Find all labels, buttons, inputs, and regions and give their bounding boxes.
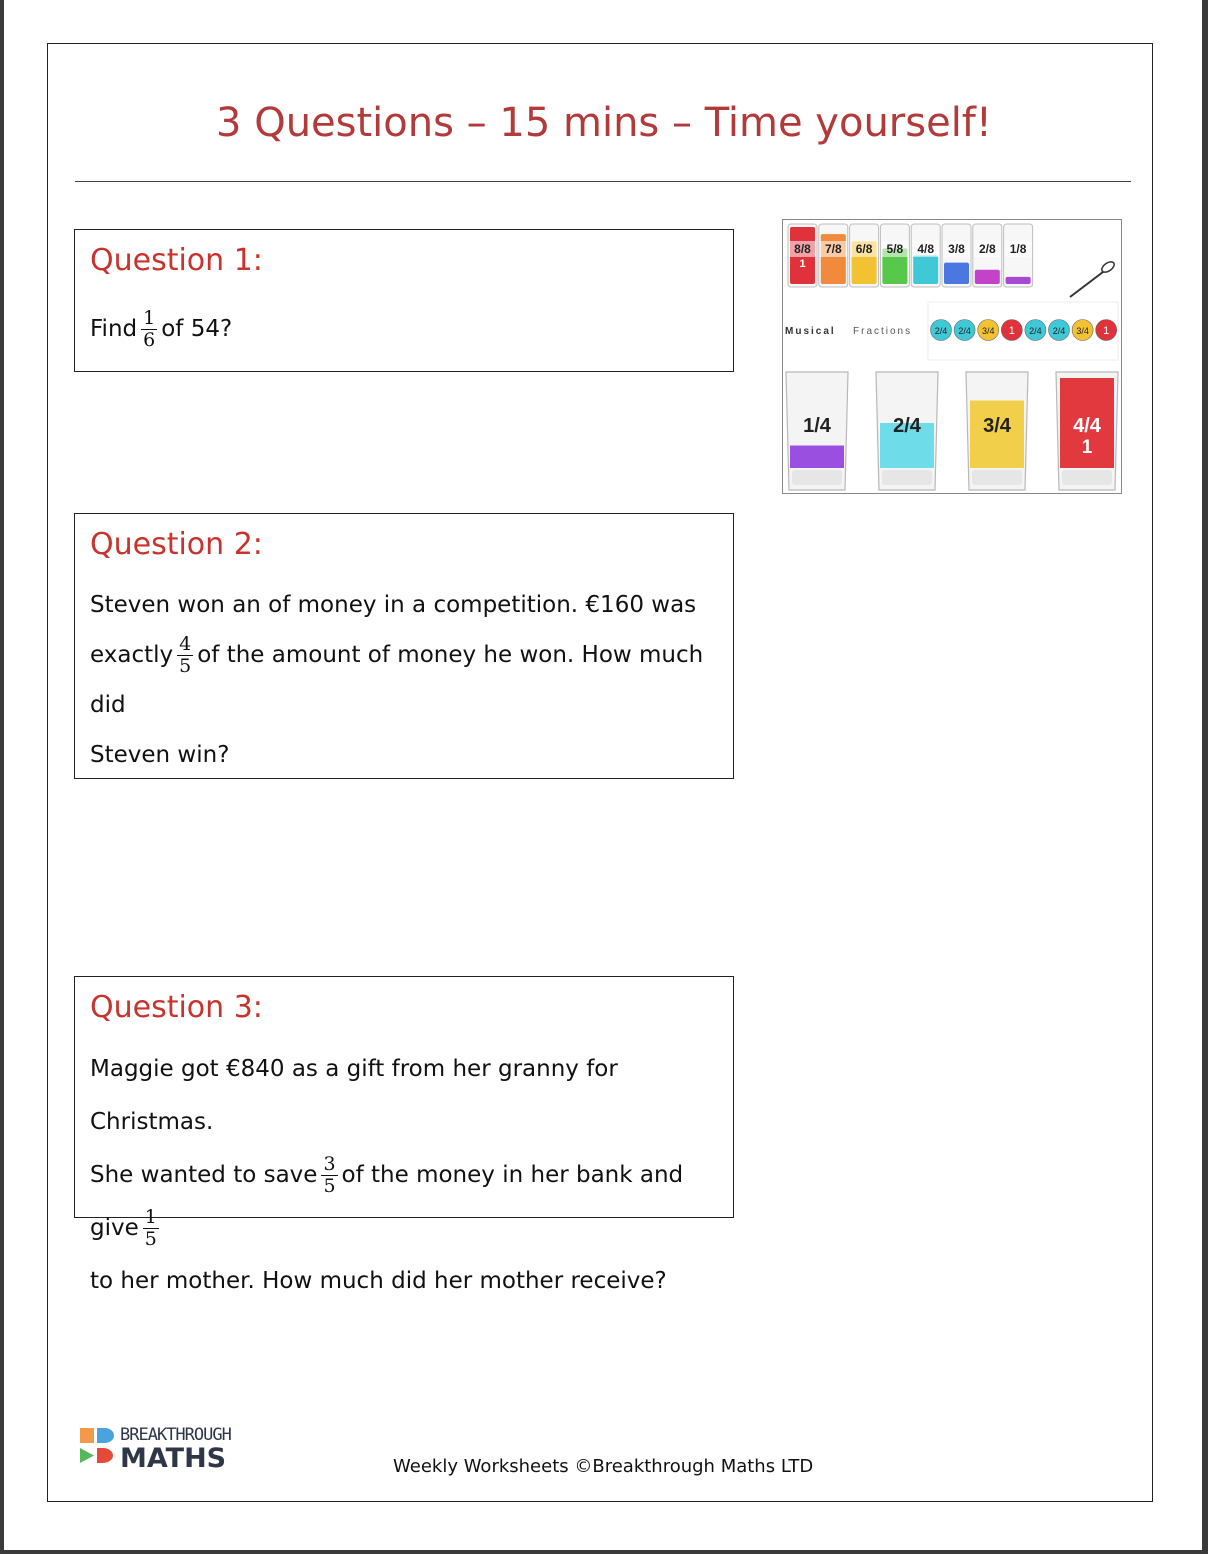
question-3-line-1: Maggie got €840 as a gift from her granny for Christmas. [90, 1056, 618, 1135]
small-glass-label: 6/8 [855, 242, 873, 256]
question-1-pre: Find [90, 316, 138, 342]
note-dot-label: 3/4 [1076, 326, 1089, 336]
spoon-handle [1070, 272, 1103, 297]
question-1-heading: Question 1: [90, 243, 263, 278]
logo-text-bottom: MATHS [120, 1443, 227, 1474]
small-glass-liquid [975, 270, 1000, 284]
question-2-heading: Question 2: [90, 527, 263, 562]
question-2-text [90, 580, 721, 780]
logo-text-top: BREAKTHROUGH [120, 1425, 231, 1445]
note-dot-label: 2/4 [1029, 326, 1042, 336]
musical-fractions-illustration [782, 219, 1122, 494]
big-glass-base [882, 470, 932, 485]
question-3-heading: Question 3: [90, 990, 263, 1025]
small-glass-label: 2/8 [978, 242, 996, 256]
caption-musical: Musical [785, 326, 836, 337]
fraction-one-sixth: $\frac{1}{6}$ [143, 307, 156, 351]
question-1-post: of 54? [161, 316, 233, 342]
question-1-text [90, 304, 721, 354]
big-glass-label: 4/4 [1073, 415, 1101, 437]
page-title: 3 Questions – 15 mins – Time yourself! [216, 100, 992, 146]
question-2-box [74, 513, 734, 779]
question-1-box [74, 229, 734, 372]
fraction-four-fifths: $\frac{4}{5}$ [179, 633, 192, 677]
caption-fractions: Fractions [853, 326, 913, 337]
small-glass-liquid [1006, 277, 1031, 284]
question-3-box [74, 976, 734, 1294]
footer-copyright: Weekly Worksheets ©Breakthrough Maths LTD [393, 1456, 814, 1477]
small-glass-whole-label: 1 [799, 258, 806, 270]
big-glass-liquid [790, 446, 844, 469]
question-2-line-3: Steven win? [90, 742, 230, 768]
big-glass-label: 1/4 [803, 415, 831, 437]
question-3-line-3: to her mother. How much did her mother receive? [90, 1268, 667, 1294]
question-2-line-1: Steven won an of money in a competition. €160 was [90, 592, 697, 618]
small-glass-label: 7/8 [824, 242, 842, 256]
small-glass-label: 8/8 [794, 242, 811, 256]
big-glass-label: 3/4 [983, 415, 1011, 437]
question-2-line-2: exactly $\frac{4}{5}$ of the amount of money he won. How much did [90, 633, 704, 718]
question-3-text [90, 1043, 721, 1308]
note-dot-label: 1 [1008, 325, 1015, 337]
big-glass-base [792, 470, 842, 485]
small-glass-liquid [913, 256, 938, 285]
note-dot-label: 2/4 [958, 326, 971, 336]
breakthrough-maths-logo [80, 1426, 250, 1476]
logo-mark-icon [80, 1428, 116, 1468]
question-3-line-2: She wanted to save $\frac{3}{5}$ of the money in her bank and give $\frac{1}{5}$ [90, 1153, 684, 1250]
small-glass-label: 3/8 [948, 242, 965, 256]
note-dot-label: 3/4 [981, 326, 995, 336]
big-glass-whole-label: 1 [1081, 437, 1093, 458]
fraction-one-fifth: $\frac{1}{5}$ [144, 1206, 157, 1250]
small-glass-label: 5/8 [886, 242, 904, 256]
note-dot-label: 1 [1103, 325, 1110, 337]
small-glass-label: 4/8 [917, 242, 935, 256]
big-glass-base [972, 470, 1022, 485]
big-glass-base [1062, 470, 1112, 485]
musical-fractions-graphic [783, 220, 1121, 493]
note-dot-label: 2/4 [1052, 326, 1066, 336]
small-glass-label: 1/8 [1009, 242, 1027, 256]
title-divider [75, 181, 1131, 182]
fraction-three-fifths: $\frac{3}{5}$ [323, 1153, 336, 1197]
note-dot-label: 2/4 [934, 326, 948, 336]
small-glass-liquid [944, 263, 969, 284]
big-glass-label: 2/4 [893, 415, 921, 437]
